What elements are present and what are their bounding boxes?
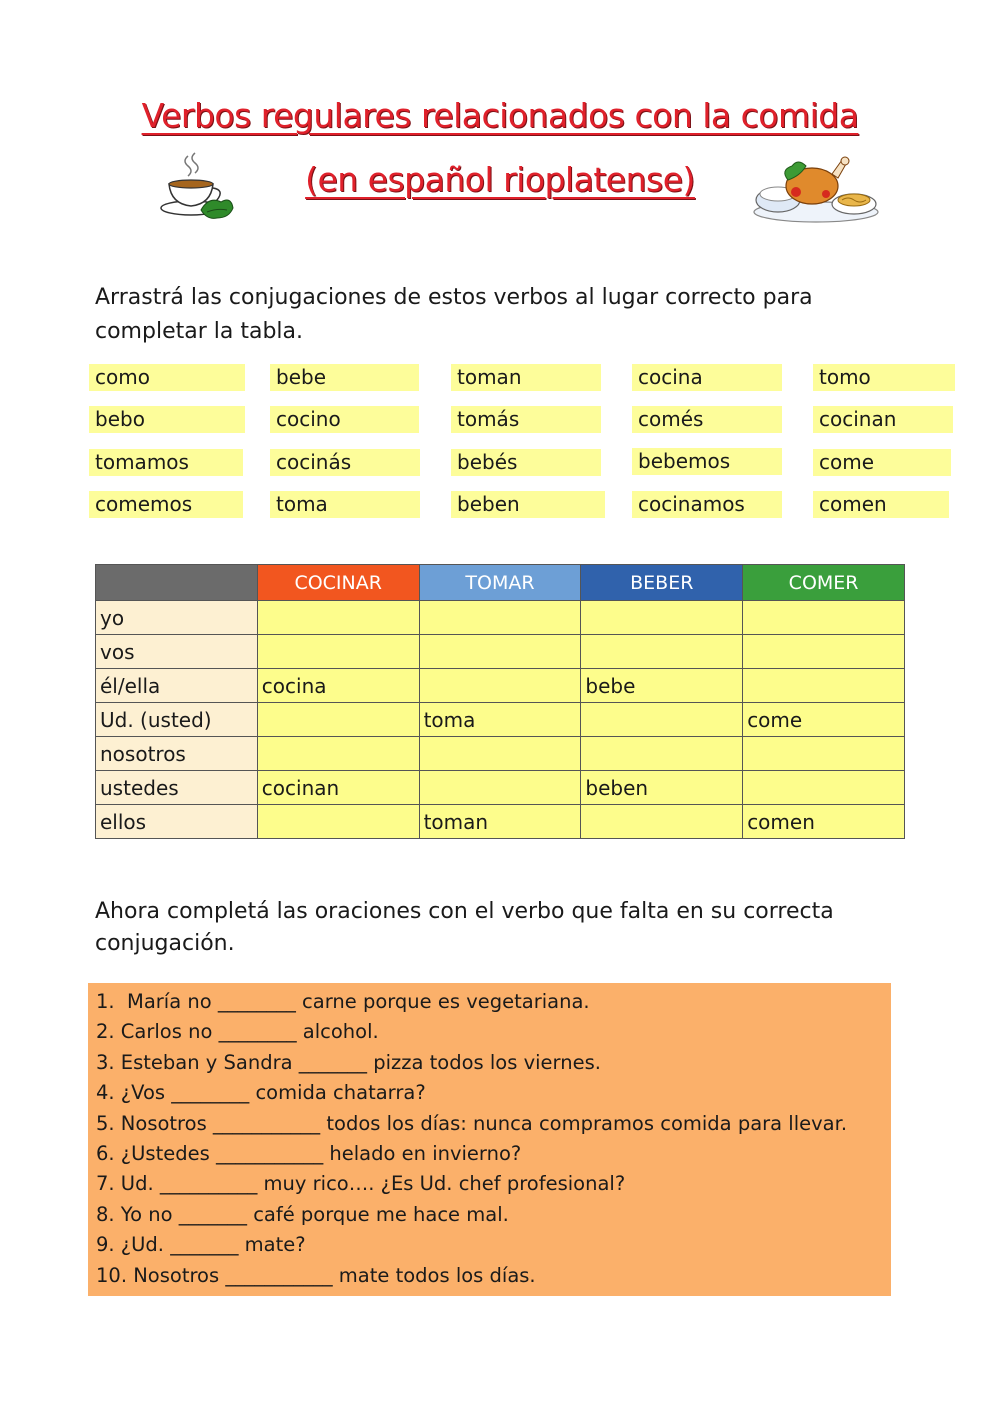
drop-cell[interactable] bbox=[581, 635, 743, 669]
column-header-cocinar: COCINAR bbox=[257, 565, 419, 601]
drop-cell[interactable] bbox=[743, 601, 905, 635]
word-chip[interactable]: cocino bbox=[270, 406, 419, 433]
filled-cell: cocina bbox=[257, 669, 419, 703]
conjugation-table bbox=[95, 564, 905, 839]
drop-cell[interactable] bbox=[257, 635, 419, 669]
drop-cell[interactable] bbox=[743, 737, 905, 771]
filled-cell: toman bbox=[419, 805, 581, 839]
drop-cell[interactable] bbox=[257, 805, 419, 839]
filled-cell: toma bbox=[419, 703, 581, 737]
table-row bbox=[96, 635, 905, 669]
sentence-item: 10. Nosotros ___________ mate todos los días. bbox=[96, 1263, 536, 1287]
drop-cell[interactable] bbox=[419, 737, 581, 771]
teacup-icon bbox=[155, 150, 235, 222]
drop-cell[interactable] bbox=[581, 805, 743, 839]
drop-cell[interactable] bbox=[581, 703, 743, 737]
word-chip[interactable]: comen bbox=[813, 491, 949, 518]
sentence-item: 9. ¿Ud. _______ mate? bbox=[96, 1233, 306, 1257]
sentence-list bbox=[88, 983, 891, 1296]
word-chip[interactable]: comés bbox=[632, 406, 782, 433]
drop-cell[interactable] bbox=[419, 601, 581, 635]
table-row bbox=[96, 805, 905, 839]
filled-cell: comen bbox=[743, 805, 905, 839]
table-corner bbox=[96, 565, 258, 601]
drop-cell[interactable] bbox=[581, 601, 743, 635]
drop-cell[interactable] bbox=[257, 601, 419, 635]
word-chip[interactable]: comemos bbox=[89, 491, 243, 518]
word-chip[interactable]: toman bbox=[451, 364, 601, 391]
page-title: Verbos regulares relacionados con la comida bbox=[141, 96, 859, 135]
drop-cell[interactable] bbox=[743, 771, 905, 805]
food-dish-icon bbox=[752, 152, 880, 224]
drag-instructions: Arrastrá las conjugaciones de estos verbos al lugar correcto para completar la tabla. bbox=[95, 285, 813, 344]
word-chip[interactable]: tomás bbox=[451, 406, 601, 433]
word-chip[interactable]: beben bbox=[451, 491, 605, 518]
word-chip[interactable]: tomo bbox=[813, 364, 955, 391]
sentence-item: 3. Esteban y Sandra _______ pizza todos los viernes. bbox=[96, 1050, 601, 1074]
complete-instructions: Ahora completá las oraciones con el verbo que falta en su correcta conjugación. bbox=[95, 899, 834, 956]
word-chip[interactable]: cocinamos bbox=[632, 491, 782, 518]
table-row bbox=[96, 669, 905, 703]
drop-cell[interactable] bbox=[419, 771, 581, 805]
word-chip[interactable]: cocinan bbox=[813, 406, 953, 433]
word-chip[interactable]: toma bbox=[270, 491, 420, 518]
table-row bbox=[96, 601, 905, 635]
filled-cell: come bbox=[743, 703, 905, 737]
filled-cell: beben bbox=[581, 771, 743, 805]
sentence-item: 8. Yo no _______ café porque me hace mal. bbox=[96, 1202, 509, 1226]
drop-cell[interactable] bbox=[419, 669, 581, 703]
column-header-comer: COMER bbox=[743, 565, 905, 601]
table-header-row bbox=[96, 565, 905, 601]
pronoun-cell: vos bbox=[96, 635, 258, 669]
page-subtitle: (en español rioplatense) bbox=[305, 160, 695, 199]
pronoun-cell: ustedes bbox=[96, 771, 258, 805]
word-chip[interactable]: tomamos bbox=[89, 449, 243, 476]
pronoun-cell: nosotros bbox=[96, 737, 258, 771]
table-row bbox=[96, 771, 905, 805]
sentence-item: 5. Nosotros ___________ todos los días: nunca compramos comida para llevar. bbox=[96, 1111, 848, 1135]
pronoun-cell: ellos bbox=[96, 805, 258, 839]
sentence-item: 7. Ud. __________ muy rico…. ¿Es Ud. chef profesional? bbox=[96, 1172, 626, 1196]
word-chip[interactable]: bebés bbox=[451, 449, 601, 476]
column-header-beber: BEBER bbox=[581, 565, 743, 601]
sentence-item: 6. ¿Ustedes ___________ helado en invierno? bbox=[96, 1142, 522, 1166]
word-chip[interactable]: como bbox=[89, 364, 245, 391]
word-chip[interactable]: cocinás bbox=[270, 449, 420, 476]
word-chip[interactable]: bebe bbox=[270, 364, 419, 391]
drop-cell[interactable] bbox=[743, 635, 905, 669]
pronoun-cell: yo bbox=[96, 601, 258, 635]
filled-cell: cocinan bbox=[257, 771, 419, 805]
sentence-item: 4. ¿Vos ________ comida chatarra? bbox=[96, 1081, 426, 1105]
word-chip[interactable]: bebo bbox=[89, 406, 245, 433]
drop-cell[interactable] bbox=[581, 737, 743, 771]
word-chip[interactable]: bebemos bbox=[632, 448, 782, 475]
filled-cell: bebe bbox=[581, 669, 743, 703]
pronoun-cell: él/ella bbox=[96, 669, 258, 703]
word-chip[interactable]: come bbox=[813, 449, 951, 476]
sentence-item: 1. María no ________ carne porque es vegetariana. bbox=[96, 990, 590, 1013]
drop-cell[interactable] bbox=[257, 737, 419, 771]
drop-cell[interactable] bbox=[257, 703, 419, 737]
drop-cell[interactable] bbox=[743, 669, 905, 703]
column-header-tomar: TOMAR bbox=[419, 565, 581, 601]
word-chip[interactable]: cocina bbox=[632, 364, 782, 391]
table-row bbox=[96, 703, 905, 737]
table-row bbox=[96, 737, 905, 771]
pronoun-cell: Ud. (usted) bbox=[96, 703, 258, 737]
sentence-item: 2. Carlos no ________ alcohol. bbox=[96, 1020, 379, 1044]
drop-cell[interactable] bbox=[419, 635, 581, 669]
